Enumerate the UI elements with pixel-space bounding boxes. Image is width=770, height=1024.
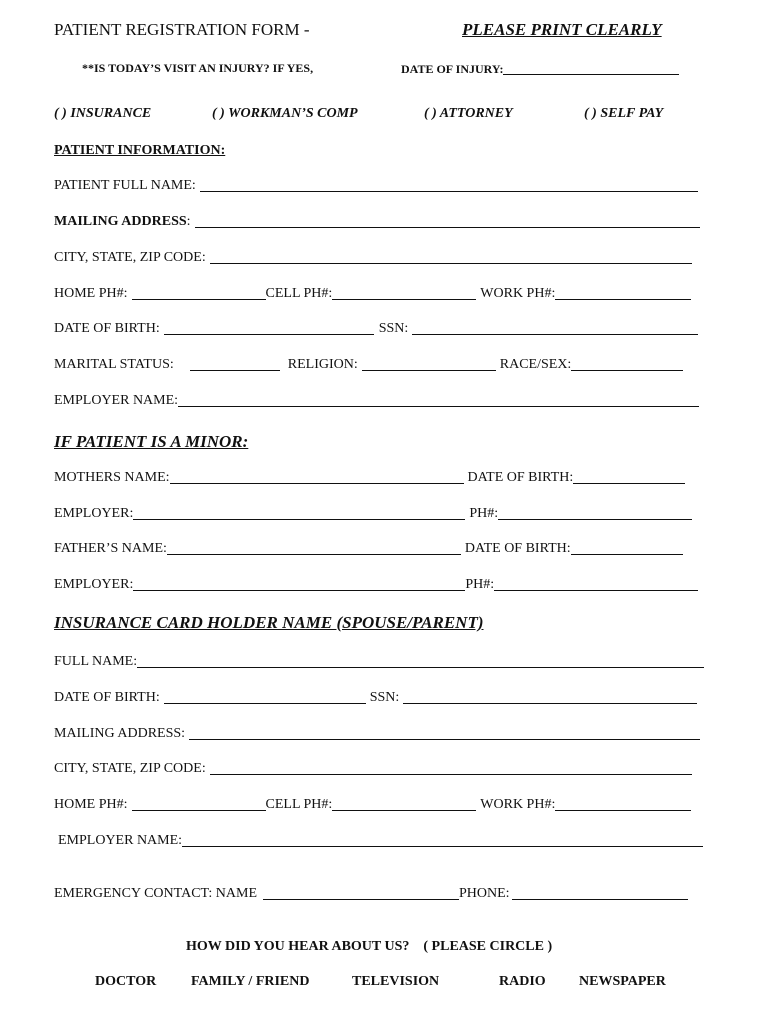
marital-religion-row: [54, 357, 683, 373]
mothers-employer-label: EMPLOYER:: [54, 506, 134, 521]
form-title: PATIENT REGISTRATION FORM -: [54, 20, 310, 39]
holder-work-ph-label: WORK PH#:: [480, 797, 556, 812]
patient-full-name-label: PATIENT FULL NAME:: [54, 178, 196, 193]
work-ph-field[interactable]: [555, 287, 691, 300]
patient-full-name-field[interactable]: [200, 179, 698, 192]
holder-cell-ph-field[interactable]: [332, 798, 476, 811]
holder-employer-label: EMPLOYER NAME:: [58, 833, 183, 848]
mothers-employer-row: [54, 506, 692, 522]
patient-info-heading: PATIENT INFORMATION:: [54, 143, 226, 158]
mothers-dob-field[interactable]: [573, 471, 685, 484]
holder-mailing-address-field[interactable]: [189, 727, 700, 740]
city-state-zip-field[interactable]: [210, 251, 692, 264]
mailing-address-colon: :: [186, 214, 191, 229]
marital-status-label: MARITAL STATUS:: [54, 357, 174, 372]
option-self-pay[interactable]: ( ) SELF PAY: [584, 106, 664, 121]
mothers-ph-label: PH#:: [469, 506, 499, 521]
referral-option-radio[interactable]: RADIO: [499, 974, 546, 989]
home-ph-label: HOME PH#:: [54, 286, 128, 301]
mothers-dob-label: DATE OF BIRTH:: [467, 470, 574, 485]
fathers-name-row: [54, 541, 683, 557]
mailing-address-row: [54, 214, 700, 230]
ssn-label: SSN:: [378, 321, 409, 336]
religion-field[interactable]: [362, 358, 496, 371]
insurance-heading: INSURANCE CARD HOLDER NAME (SPOUSE/PARENT): [54, 613, 484, 632]
option-insurance[interactable]: ( ) INSURANCE: [54, 106, 152, 121]
holder-mailing-address-label: MAILING ADDRESS:: [54, 726, 186, 741]
patient-full-name-row: [54, 178, 698, 194]
holder-home-ph-field[interactable]: [132, 798, 266, 811]
date-of-injury-row: [401, 61, 679, 77]
holder-dob-label: DATE OF BIRTH:: [54, 690, 160, 705]
holder-ssn-field[interactable]: [403, 691, 697, 704]
referral-option-family-friend[interactable]: FAMILY / FRIEND: [191, 974, 310, 989]
emergency-phone-field[interactable]: [512, 887, 688, 900]
referral-option-television[interactable]: TELEVISION: [352, 974, 440, 989]
fathers-employer-row: [54, 577, 698, 593]
holder-full-name-row: [54, 654, 704, 670]
religion-label: RELIGION:: [287, 357, 358, 372]
city-state-zip-row: [54, 250, 692, 266]
date-of-injury-label: DATE OF INJURY:: [401, 62, 504, 76]
minor-heading: IF PATIENT IS A MINOR:: [54, 432, 249, 451]
holder-ssn-label: SSN:: [369, 690, 400, 705]
race-sex-field[interactable]: [571, 358, 683, 371]
mothers-employer-field[interactable]: [133, 507, 465, 520]
emergency-contact-row: [54, 886, 688, 902]
referral-option-newspaper[interactable]: NEWSPAPER: [579, 974, 666, 989]
marital-status-field[interactable]: [190, 358, 280, 371]
mailing-address-label: MAILING ADDRESS: [54, 214, 187, 229]
fathers-name-label: FATHER’S NAME:: [54, 541, 167, 556]
holder-cell-ph-label: CELL PH#:: [265, 797, 333, 812]
cell-ph-label: CELL PH#:: [265, 286, 333, 301]
referral-option-doctor[interactable]: DOCTOR: [95, 974, 157, 989]
dob-ssn-row: [54, 321, 698, 337]
fathers-name-field[interactable]: [167, 542, 461, 555]
fathers-employer-label: EMPLOYER:: [54, 577, 134, 592]
date-of-injury-field[interactable]: [503, 62, 679, 75]
mothers-name-label: MOTHERS NAME:: [54, 470, 170, 485]
referral-question: HOW DID YOU HEAR ABOUT US? ( PLEASE CIRCLE ): [186, 939, 553, 954]
mothers-name-field[interactable]: [170, 471, 464, 484]
fathers-ph-field[interactable]: [494, 578, 698, 591]
employer-name-field[interactable]: [178, 394, 699, 407]
dob-label: DATE OF BIRTH:: [54, 321, 160, 336]
mothers-ph-field[interactable]: [498, 507, 692, 520]
holder-employer-field[interactable]: [182, 834, 703, 847]
home-ph-field[interactable]: [132, 287, 266, 300]
ssn-field[interactable]: [412, 322, 698, 335]
holder-home-ph-label: HOME PH#:: [54, 797, 128, 812]
work-ph-label: WORK PH#:: [480, 286, 556, 301]
emergency-phone-label: PHONE:: [459, 886, 510, 901]
injury-question: **IS TODAY’S VISIT AN INJURY? IF YES,: [82, 61, 314, 75]
holder-city-state-zip-row: [54, 761, 692, 777]
option-attorney[interactable]: ( ) ATTORNEY: [424, 106, 513, 121]
holder-city-state-zip-field[interactable]: [210, 762, 692, 775]
race-sex-label: RACE/SEX:: [499, 357, 572, 372]
holder-city-state-zip-label: CITY, STATE, ZIP CODE:: [54, 761, 206, 776]
employer-name-label: EMPLOYER NAME:: [54, 393, 179, 408]
fathers-dob-label: DATE OF BIRTH:: [464, 541, 571, 556]
holder-dob-field[interactable]: [164, 691, 366, 704]
holder-full-name-label: FULL NAME:: [54, 654, 138, 669]
mothers-name-row: [54, 470, 685, 486]
phone-row: [54, 286, 691, 302]
fathers-dob-field[interactable]: [571, 542, 683, 555]
emergency-name-field[interactable]: [263, 887, 459, 900]
fathers-employer-field[interactable]: [133, 578, 465, 591]
dob-field[interactable]: [164, 322, 374, 335]
emergency-contact-label: EMERGENCY CONTACT: NAME: [54, 886, 257, 901]
city-state-zip-label: CITY, STATE, ZIP CODE:: [54, 250, 206, 265]
cell-ph-field[interactable]: [332, 287, 476, 300]
holder-dob-ssn-row: [54, 690, 697, 706]
fathers-ph-label: PH#:: [465, 577, 495, 592]
holder-phone-row: [54, 797, 691, 813]
holder-work-ph-field[interactable]: [555, 798, 691, 811]
holder-employer-row: [58, 833, 703, 849]
mailing-address-field[interactable]: [195, 215, 700, 228]
holder-full-name-field[interactable]: [137, 655, 704, 668]
employer-name-row: [54, 393, 699, 409]
option-workmans-comp[interactable]: ( ) WORKMAN’S COMP: [212, 106, 358, 121]
form-subtitle: PLEASE PRINT CLEARLY: [462, 20, 662, 39]
holder-mailing-address-row: [54, 726, 700, 742]
